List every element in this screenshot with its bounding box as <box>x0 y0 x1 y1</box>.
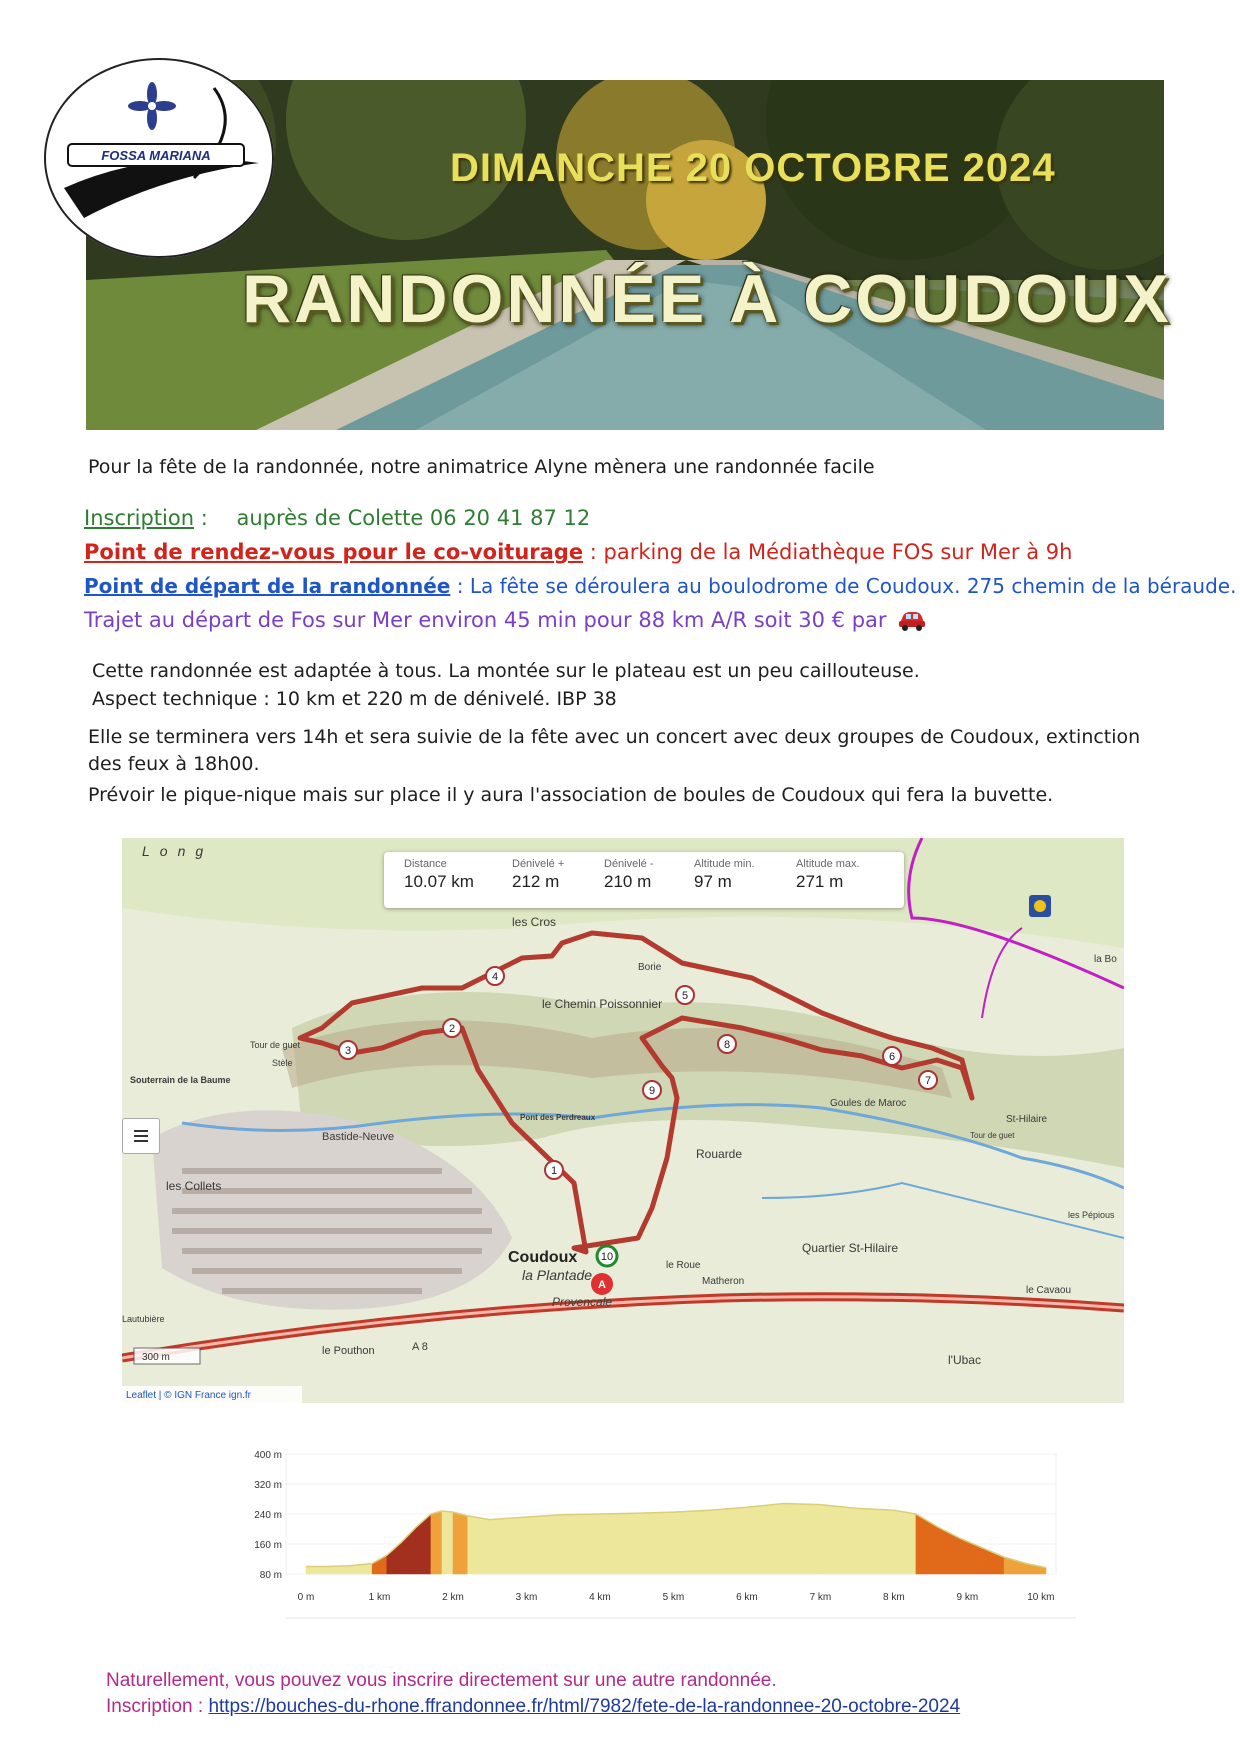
stat-altitude-max <box>796 858 860 892</box>
rdv-value: : parking de la Médiathèque FOS sur Mer à 9h <box>583 540 1073 564</box>
stat-distance <box>404 858 474 892</box>
stat-label: Dénivelé - <box>604 858 654 870</box>
stat-value: 210 m <box>604 872 652 891</box>
place-goules: Goules de Maroc <box>830 1098 907 1109</box>
place-sthilaire: St-Hilaire <box>1006 1114 1048 1125</box>
waypoint-7[interactable] <box>919 1071 937 1089</box>
y-tick-label: 160 m <box>254 1540 282 1551</box>
details-line-5: Prévoir le pique-nique mais sur place il y aura l'association de boules de Coudoux qui fera la buvette. <box>88 784 1054 806</box>
stat-value: 97 m <box>694 872 732 891</box>
route-stats-panel <box>384 852 904 908</box>
details-line-1: Cette randonnée est adaptée à tous. La montée sur le plateau est un peu caillouteuse. <box>92 660 920 682</box>
place-ubac: l'Ubac <box>948 1353 981 1367</box>
flower-icon <box>128 82 176 130</box>
footer-inscription <box>106 1696 960 1718</box>
details-line-3: Elle se terminera vers 14h et sera suivie de la fête avec un concert avec deux groupes de Coudoux, extinction <box>88 726 1141 748</box>
elevation-profile-chart <box>146 1446 1092 1632</box>
profile-segment <box>563 1514 600 1574</box>
stat-value: 271 m <box>796 872 844 891</box>
waypoint-10[interactable] <box>597 1246 617 1266</box>
rdv-label: Point de rendez-vous pour le co-voiturage <box>84 540 584 564</box>
svg-text:5: 5 <box>681 990 689 1002</box>
map-menu-button[interactable] <box>122 1118 160 1154</box>
car-icon <box>897 609 927 631</box>
trajet-text: Trajet au départ de Fos sur Mer environ 45 min pour 88 km A/R soit 30 € par <box>84 608 887 632</box>
waypoint-3[interactable] <box>339 1041 357 1059</box>
place-long: Long <box>142 843 214 859</box>
x-tick-label: 8 km <box>883 1592 905 1603</box>
x-tick-label: 9 km <box>956 1592 979 1603</box>
svg-text:10: 10 <box>600 1251 614 1263</box>
hiking-badge-icon[interactable] <box>1029 895 1051 917</box>
page-title: RANDONNÉE À COUDOUX <box>242 261 1172 337</box>
profile-segment <box>784 1504 821 1575</box>
place-a8: A 8 <box>412 1341 428 1353</box>
footer-note: Naturellement, vous pouvez vous inscrire directement sur une autre randonnée. <box>106 1670 777 1691</box>
footer-inscription-label: Inscription : <box>106 1696 209 1717</box>
depart-line <box>84 574 1236 598</box>
stat-elevation-gain <box>512 858 564 892</box>
svg-text:9: 9 <box>648 1085 656 1097</box>
place-chemin: le Chemin Poissonnier <box>542 997 663 1011</box>
depart-value: : La fête se déroulera au boulodrome de Coudoux. 275 chemin de la béraude. <box>450 574 1237 598</box>
x-tick-label: 2 km <box>442 1592 464 1603</box>
rdv-line <box>84 540 1072 564</box>
place-coudoux: Coudoux <box>508 1249 578 1266</box>
trajet-line <box>84 608 927 632</box>
place-labo: la Bo <box>1094 954 1117 965</box>
svg-text:A: A <box>598 1279 606 1291</box>
profile-segment <box>747 1504 784 1575</box>
profile-segment <box>857 1508 894 1574</box>
svg-text:6: 6 <box>888 1051 896 1063</box>
intro-text: Pour la fête de la randonnée, notre animatrice Alyne mènera une randonnée facile <box>88 456 875 478</box>
svg-text:7: 7 <box>924 1075 932 1087</box>
svg-text:3: 3 <box>344 1045 352 1057</box>
svg-text:2: 2 <box>448 1023 456 1035</box>
x-tick-label: 0 m <box>297 1592 315 1603</box>
fossa-mariana-logo <box>44 58 274 258</box>
details-line-4: des feux à 18h00. <box>88 753 260 775</box>
place-tour-guet-2: Tour de guet <box>970 1131 1015 1140</box>
x-tick-label: 6 km <box>736 1592 758 1603</box>
stat-label: Distance <box>404 858 447 870</box>
place-souterrain: Souterrain de la Baume <box>130 1075 231 1085</box>
profile-segment <box>490 1517 527 1574</box>
place-stele: Stèle <box>272 1058 293 1068</box>
place-pepious: les Pépious <box>1068 1210 1115 1220</box>
registration-link[interactable]: https://bouches-du-rhone.ffrandonnee.fr/html/7982/fete-de-la-randonnee-20-octobre-2024 <box>208 1696 961 1717</box>
scale-bar <box>134 1348 200 1364</box>
menu-icon <box>123 1119 159 1153</box>
place-provencale: Provencale <box>552 1295 613 1309</box>
place-tour-guet: Tour de guet <box>250 1040 301 1050</box>
x-tick-label: 4 km <box>589 1592 611 1603</box>
profile-segment <box>637 1512 674 1574</box>
place-bastide: Bastide-Neuve <box>322 1131 395 1143</box>
place-plantade: la Plantade <box>522 1267 593 1283</box>
svg-text:300 m: 300 m <box>142 1352 170 1363</box>
waypoint-2[interactable] <box>443 1019 461 1037</box>
y-tick-label: 320 m <box>254 1480 282 1491</box>
logo-text: FOSSA MARIANA <box>101 148 211 163</box>
place-cavaou: le Cavaou <box>1026 1285 1072 1296</box>
svg-text:4: 4 <box>491 971 499 983</box>
x-tick-label: 1 km <box>368 1592 391 1603</box>
waypoint-6[interactable] <box>883 1047 901 1065</box>
depart-label: Point de départ de la randonnée <box>84 574 451 598</box>
x-tick-label: 5 km <box>662 1592 685 1603</box>
stat-label: Dénivelé + <box>512 858 565 870</box>
place-cros: les Cros <box>512 915 557 929</box>
stat-value: 10.07 km <box>404 872 474 891</box>
inscription-value: auprès de Colette 06 20 41 87 12 <box>236 506 591 530</box>
place-matheron: Matheron <box>702 1276 745 1287</box>
profile-segment <box>442 1511 453 1574</box>
profile-segment <box>306 1567 328 1575</box>
x-tick-label: 7 km <box>809 1592 832 1603</box>
inscription-line <box>84 506 590 530</box>
inscription-label: Inscription <box>84 506 195 530</box>
place-pont: Pont des Perdreaux <box>520 1113 596 1122</box>
profile-segment <box>710 1507 747 1574</box>
svg-text:1: 1 <box>550 1165 558 1177</box>
stat-label: Altitude max. <box>796 858 860 870</box>
place-borie: Borie <box>638 962 662 973</box>
waypoint-4[interactable] <box>486 967 504 985</box>
x-tick-label: 10 km <box>1027 1592 1055 1603</box>
place-rouarde: Rouarde <box>696 1147 743 1161</box>
profile-segment <box>820 1505 857 1574</box>
profile-segment <box>894 1510 916 1574</box>
y-tick-label: 240 m <box>254 1510 282 1521</box>
profile-segment <box>600 1513 637 1574</box>
elevation-profile-svg <box>146 1446 1092 1632</box>
place-roue: le Roue <box>666 1260 701 1271</box>
y-tick-label: 400 m <box>254 1450 282 1461</box>
x-tick-label: 3 km <box>515 1592 538 1603</box>
route-map[interactable] <box>122 838 1124 1403</box>
stat-elevation-loss <box>604 858 654 892</box>
stat-altitude-min <box>694 858 755 892</box>
place-pouthon: le Pouthon <box>322 1345 375 1357</box>
stat-label: Altitude min. <box>694 858 755 870</box>
inscription-separator: : <box>194 506 215 530</box>
waypoint-9[interactable] <box>643 1081 661 1099</box>
map-canvas[interactable] <box>122 838 1124 1403</box>
profile-segment <box>453 1512 468 1574</box>
stat-value: 212 m <box>512 872 560 891</box>
waypoint-8[interactable] <box>718 1035 736 1053</box>
place-collets: les Collets <box>166 1179 222 1193</box>
map-attribution: Leaflet | © IGN France ign.fr <box>126 1390 252 1401</box>
place-autubiere: Lautubière <box>122 1314 165 1324</box>
waypoint-5[interactable] <box>676 986 694 1004</box>
details-line-2: Aspect technique : 10 km et 220 m de dénivelé. IBP 38 <box>92 688 617 710</box>
profile-segment <box>673 1510 710 1574</box>
event-date: DIMANCHE 20 OCTOBRE 2024 <box>450 146 1056 190</box>
profile-segment <box>468 1516 490 1574</box>
svg-text:8: 8 <box>723 1039 731 1051</box>
profile-segment <box>431 1511 442 1574</box>
place-quartier: Quartier St-Hilaire <box>802 1241 899 1255</box>
waypoint-1[interactable] <box>545 1161 563 1179</box>
profile-segment <box>526 1515 563 1574</box>
y-tick-label: 80 m <box>259 1570 282 1581</box>
start-marker[interactable] <box>591 1273 613 1295</box>
